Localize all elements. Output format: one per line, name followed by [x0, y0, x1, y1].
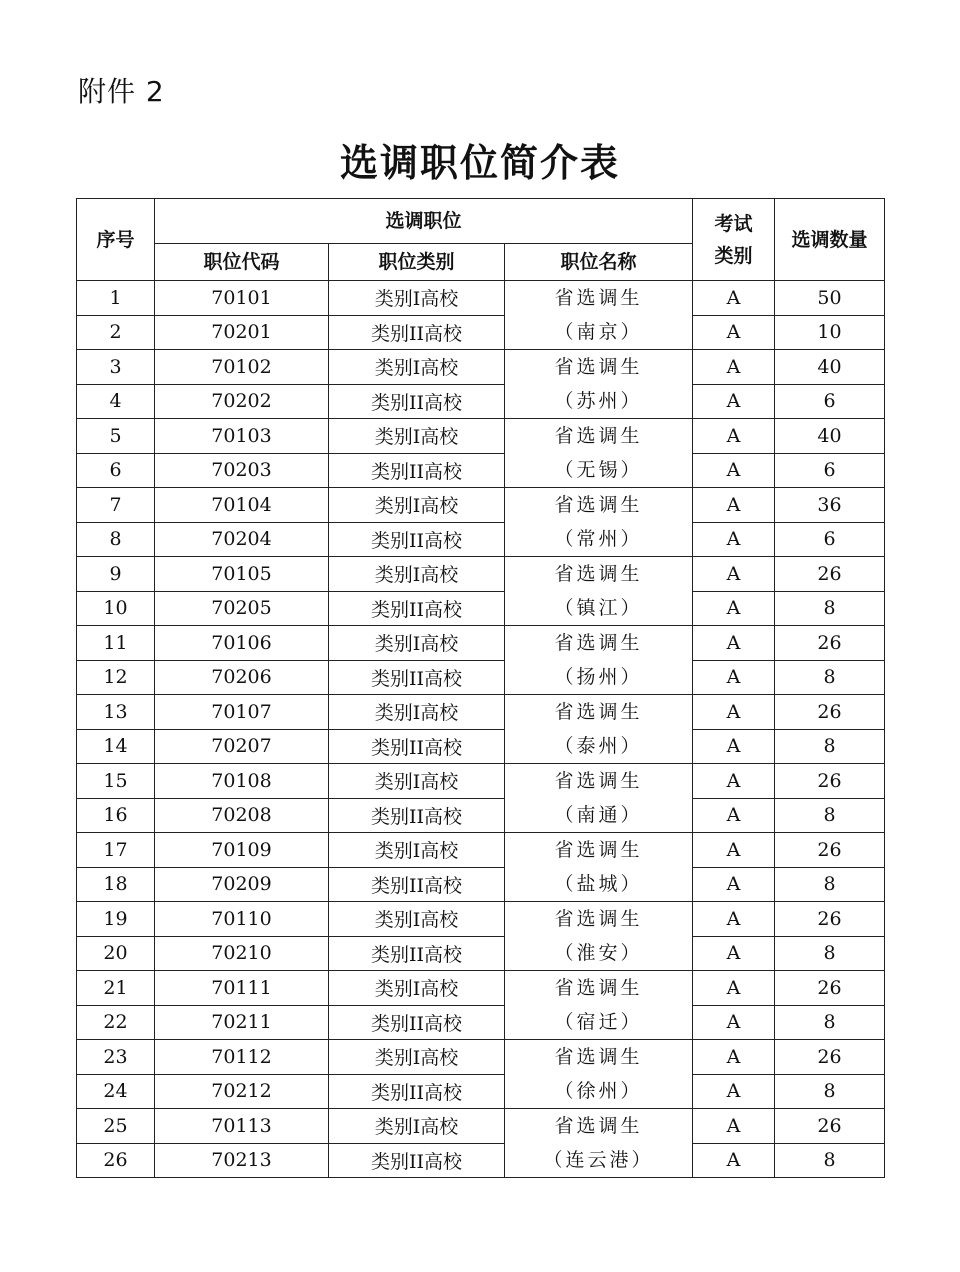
code-cell: 70213 [155, 1143, 329, 1178]
exam-type-cell: A [693, 1040, 775, 1075]
seq-cell: 7 [77, 488, 155, 523]
code-cell: 70206 [155, 660, 329, 695]
category-cell: 类别II高校 [329, 315, 505, 350]
category-cell: 类别II高校 [329, 936, 505, 971]
table-row [77, 419, 885, 454]
position-name-line: （镇江） [554, 597, 643, 619]
category-cell: 类别II高校 [329, 798, 505, 833]
table-row [77, 315, 885, 350]
positions-table [76, 198, 885, 1178]
category-cell: 类别II高校 [329, 1143, 505, 1178]
code-cell: 70107 [155, 695, 329, 730]
count-cell: 8 [775, 1074, 885, 1109]
count-cell: 40 [775, 350, 885, 385]
code-cell: 70207 [155, 729, 329, 764]
count-cell: 8 [775, 1143, 885, 1178]
code-cell: 70112 [155, 1040, 329, 1075]
table-row [77, 798, 885, 833]
seq-cell: 10 [77, 591, 155, 626]
table-row [77, 626, 885, 661]
category-cell: 类别I高校 [329, 281, 505, 316]
code-cell: 70203 [155, 453, 329, 488]
position-name-line: （盐城） [554, 873, 643, 895]
position-name-line: 省选调生 [554, 425, 643, 447]
position-name-line: （宿迁） [554, 1011, 643, 1033]
count-cell: 6 [775, 384, 885, 419]
category-cell: 类别I高校 [329, 557, 505, 592]
count-cell: 8 [775, 798, 885, 833]
code-cell: 70108 [155, 764, 329, 799]
count-cell: 26 [775, 902, 885, 937]
seq-cell: 5 [77, 419, 155, 454]
count-cell: 26 [775, 833, 885, 868]
count-cell: 26 [775, 971, 885, 1006]
exam-type-cell: A [693, 936, 775, 971]
code-cell: 70202 [155, 384, 329, 419]
table-row [77, 591, 885, 626]
header-seq: 序号 [77, 199, 155, 281]
position-name-cell [505, 971, 693, 1040]
exam-type-cell: A [693, 798, 775, 833]
code-cell: 70106 [155, 626, 329, 661]
category-cell: 类别I高校 [329, 695, 505, 730]
position-name-line: （苏州） [554, 390, 643, 412]
position-name-cell [505, 350, 693, 419]
header-category: 职位类别 [329, 244, 505, 281]
position-name-line: （淮安） [554, 942, 643, 964]
position-name-line: （泰州） [554, 735, 643, 757]
table-body [77, 281, 885, 1178]
exam-type-cell: A [693, 1109, 775, 1144]
code-cell: 70208 [155, 798, 329, 833]
category-cell: 类别II高校 [329, 591, 505, 626]
table-row [77, 867, 885, 902]
code-cell: 70205 [155, 591, 329, 626]
position-name-cell [505, 557, 693, 626]
category-cell: 类别II高校 [329, 729, 505, 764]
code-cell: 70201 [155, 315, 329, 350]
table-row [77, 1040, 885, 1075]
table-row [77, 833, 885, 868]
position-name-line: 省选调生 [554, 563, 643, 585]
seq-cell: 6 [77, 453, 155, 488]
position-name-line: （连云港） [543, 1149, 654, 1171]
exam-type-cell: A [693, 867, 775, 902]
position-name-line: （徐州） [554, 1080, 643, 1102]
exam-type-cell: A [693, 971, 775, 1006]
exam-type-cell: A [693, 522, 775, 557]
category-cell: 类别I高校 [329, 971, 505, 1006]
code-cell: 70209 [155, 867, 329, 902]
category-cell: 类别I高校 [329, 350, 505, 385]
count-cell: 8 [775, 591, 885, 626]
table-row [77, 384, 885, 419]
seq-cell: 19 [77, 902, 155, 937]
exam-type-cell: A [693, 453, 775, 488]
position-name-line: 省选调生 [554, 770, 643, 792]
exam-type-cell: A [693, 419, 775, 454]
header-name: 职位名称 [505, 244, 693, 281]
seq-cell: 16 [77, 798, 155, 833]
category-cell: 类别I高校 [329, 764, 505, 799]
position-name-line: 省选调生 [554, 977, 643, 999]
table-row [77, 902, 885, 937]
seq-cell: 14 [77, 729, 155, 764]
table-row [77, 522, 885, 557]
table-row [77, 729, 885, 764]
position-name-line: （南通） [554, 804, 643, 826]
seq-cell: 17 [77, 833, 155, 868]
position-name-cell [505, 764, 693, 833]
position-name-cell [505, 833, 693, 902]
category-cell: 类别II高校 [329, 1005, 505, 1040]
position-name-line: 省选调生 [554, 287, 643, 309]
seq-cell: 25 [77, 1109, 155, 1144]
exam-type-cell: A [693, 488, 775, 523]
position-name-cell [505, 419, 693, 488]
table-row [77, 281, 885, 316]
table-row [77, 453, 885, 488]
exam-type-cell: A [693, 902, 775, 937]
count-cell: 40 [775, 419, 885, 454]
count-cell: 26 [775, 626, 885, 661]
table-row [77, 695, 885, 730]
category-cell: 类别I高校 [329, 833, 505, 868]
table-header [77, 199, 885, 281]
table-row [77, 936, 885, 971]
seq-cell: 4 [77, 384, 155, 419]
position-name-cell [505, 626, 693, 695]
count-cell: 26 [775, 695, 885, 730]
seq-cell: 18 [77, 867, 155, 902]
exam-type-cell: A [693, 626, 775, 661]
exam-type-cell: A [693, 591, 775, 626]
table-row [77, 1074, 885, 1109]
header-code: 职位代码 [155, 244, 329, 281]
position-name-line: （扬州） [554, 666, 643, 688]
code-cell: 70204 [155, 522, 329, 557]
position-name-cell [505, 695, 693, 764]
exam-type-cell: A [693, 764, 775, 799]
count-cell: 26 [775, 764, 885, 799]
count-cell: 8 [775, 867, 885, 902]
code-cell: 70110 [155, 902, 329, 937]
seq-cell: 24 [77, 1074, 155, 1109]
seq-cell: 8 [77, 522, 155, 557]
exam-type-cell: A [693, 1074, 775, 1109]
category-cell: 类别I高校 [329, 626, 505, 661]
code-cell: 70212 [155, 1074, 329, 1109]
seq-cell: 1 [77, 281, 155, 316]
position-name-cell [505, 1109, 693, 1178]
header-exam-type: 考试类别 [693, 199, 775, 281]
code-cell: 70210 [155, 936, 329, 971]
code-cell: 70104 [155, 488, 329, 523]
exam-type-cell: A [693, 384, 775, 419]
table-row [77, 660, 885, 695]
category-cell: 类别II高校 [329, 453, 505, 488]
table-row [77, 557, 885, 592]
count-cell: 26 [775, 1040, 885, 1075]
seq-cell: 2 [77, 315, 155, 350]
attachment-label: 附件 2 [78, 75, 165, 108]
table-row [77, 764, 885, 799]
seq-cell: 13 [77, 695, 155, 730]
category-cell: 类别I高校 [329, 1040, 505, 1075]
code-cell: 70109 [155, 833, 329, 868]
position-name-line: 省选调生 [554, 1115, 643, 1137]
position-name-line: （常州） [554, 528, 643, 550]
table-row [77, 1143, 885, 1178]
category-cell: 类别II高校 [329, 384, 505, 419]
position-name-line: （无锡） [554, 459, 643, 481]
code-cell: 70102 [155, 350, 329, 385]
table-row [77, 350, 885, 385]
position-name-cell [505, 488, 693, 557]
position-name-cell [505, 902, 693, 971]
category-cell: 类别II高校 [329, 660, 505, 695]
count-cell: 6 [775, 453, 885, 488]
count-cell: 8 [775, 660, 885, 695]
count-cell: 8 [775, 936, 885, 971]
table-row [77, 1109, 885, 1144]
seq-cell: 22 [77, 1005, 155, 1040]
code-cell: 70113 [155, 1109, 329, 1144]
count-cell: 8 [775, 729, 885, 764]
count-cell: 8 [775, 1005, 885, 1040]
table-row [77, 971, 885, 1006]
seq-cell: 21 [77, 971, 155, 1006]
seq-cell: 12 [77, 660, 155, 695]
seq-cell: 11 [77, 626, 155, 661]
count-cell: 10 [775, 315, 885, 350]
position-name-cell [505, 281, 693, 350]
category-cell: 类别I高校 [329, 902, 505, 937]
position-name-line: （南京） [554, 321, 643, 343]
seq-cell: 23 [77, 1040, 155, 1075]
position-name-line: 省选调生 [554, 632, 643, 654]
exam-type-cell: A [693, 729, 775, 764]
count-cell: 26 [775, 557, 885, 592]
count-cell: 50 [775, 281, 885, 316]
exam-type-cell: A [693, 660, 775, 695]
table-row [77, 1005, 885, 1040]
exam-type-cell: A [693, 1143, 775, 1178]
category-cell: 类别I高校 [329, 488, 505, 523]
exam-type-cell: A [693, 315, 775, 350]
category-cell: 类别I高校 [329, 1109, 505, 1144]
category-cell: 类别I高校 [329, 419, 505, 454]
seq-cell: 20 [77, 936, 155, 971]
code-cell: 70101 [155, 281, 329, 316]
position-name-line: 省选调生 [554, 356, 643, 378]
exam-type-cell: A [693, 281, 775, 316]
category-cell: 类别II高校 [329, 867, 505, 902]
count-cell: 36 [775, 488, 885, 523]
count-cell: 6 [775, 522, 885, 557]
code-cell: 70111 [155, 971, 329, 1006]
header-count: 选调数量 [775, 199, 885, 281]
position-name-line: 省选调生 [554, 701, 643, 723]
exam-type-cell: A [693, 557, 775, 592]
position-name-line: 省选调生 [554, 908, 643, 930]
seq-cell: 9 [77, 557, 155, 592]
header-position-group: 选调职位 [155, 199, 693, 244]
count-cell: 26 [775, 1109, 885, 1144]
code-cell: 70103 [155, 419, 329, 454]
seq-cell: 15 [77, 764, 155, 799]
position-name-cell [505, 1040, 693, 1109]
category-cell: 类别II高校 [329, 522, 505, 557]
category-cell: 类别II高校 [329, 1074, 505, 1109]
exam-type-cell: A [693, 833, 775, 868]
code-cell: 70211 [155, 1005, 329, 1040]
exam-type-cell: A [693, 1005, 775, 1040]
seq-cell: 26 [77, 1143, 155, 1178]
seq-cell: 3 [77, 350, 155, 385]
position-name-line: 省选调生 [554, 839, 643, 861]
code-cell: 70105 [155, 557, 329, 592]
exam-type-cell: A [693, 695, 775, 730]
position-name-line: 省选调生 [554, 1046, 643, 1068]
exam-type-cell: A [693, 350, 775, 385]
table-row [77, 488, 885, 523]
position-name-line: 省选调生 [554, 494, 643, 516]
document-title: 选调职位简介表 [339, 141, 620, 185]
